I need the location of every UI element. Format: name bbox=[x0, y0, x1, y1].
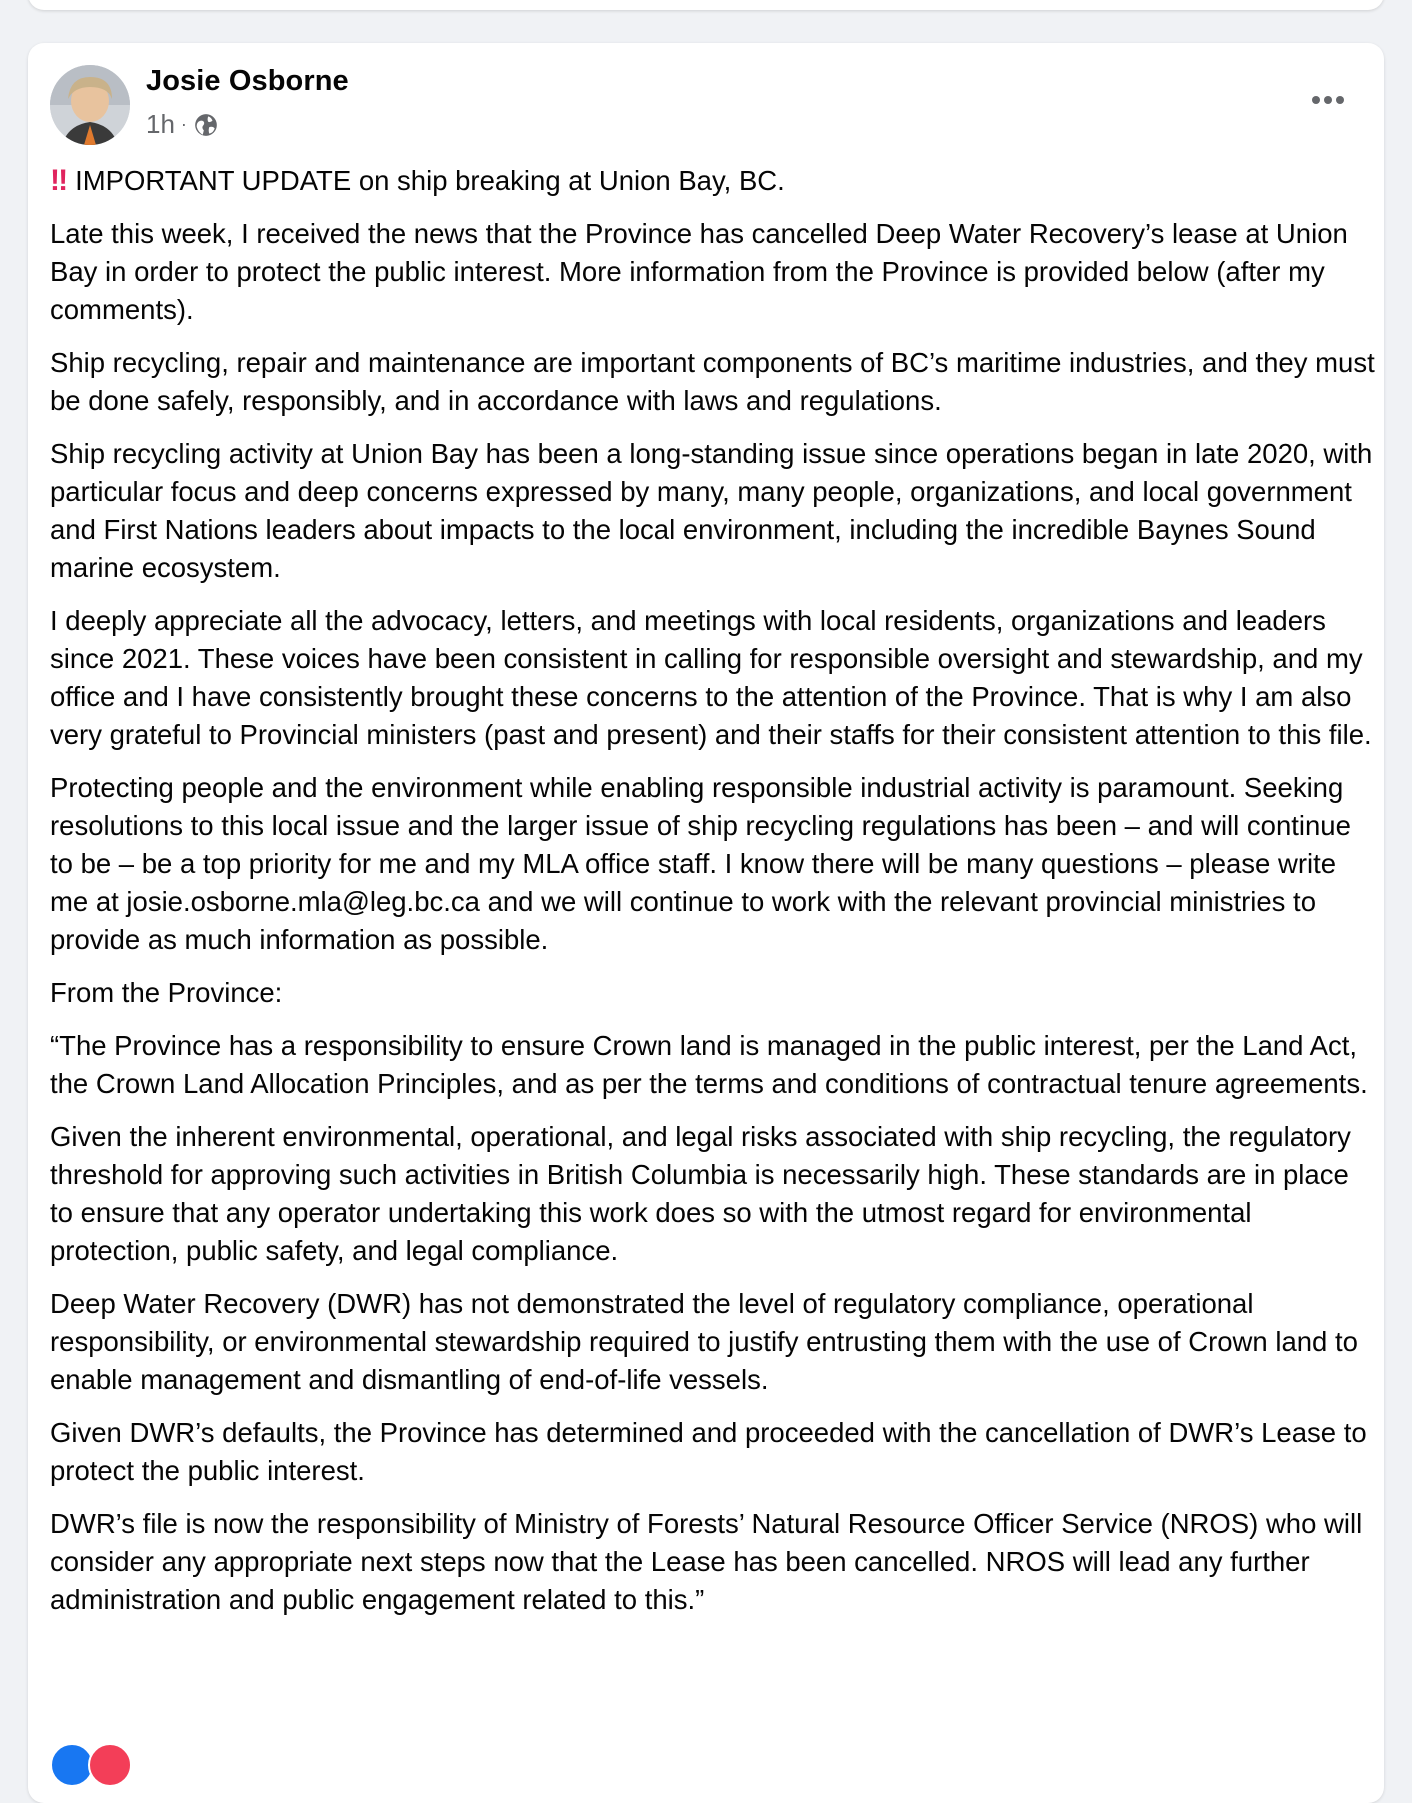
meta-separator: · bbox=[180, 114, 187, 134]
headline-text: IMPORTANT UPDATE on ship breaking at Union Bay, BC. bbox=[75, 165, 785, 196]
post-paragraph: DWR’s file is now the responsibility of Ministry of Forests’ Natural Resource Officer Service (NROS) who will consider any appropriate next steps now that the Lease has been cancelled. NROS will lead any further administration and public engagement related to this.” bbox=[50, 1508, 1363, 1615]
post-paragraph: Ship recycling, repair and maintenance are important components of BC’s maritime industries, and they must be done safely, responsibly, and in accordance with laws and regulations. bbox=[50, 347, 1375, 416]
double-exclamation-icon: ‼ bbox=[50, 164, 66, 197]
post-paragraph: Protecting people and the environment while enabling responsible industrial activity is paramount. Seeking resolutions to this local issue and the larger issue of ship recycling regulations has been – and will continue to be – be a top priority for me and my MLA office staff. I know there will be many questions – please write me at josie.osborne.mla@leg.bc.ca and we will continue to work with the relevant provincial ministries to provide as much information as possible. bbox=[50, 772, 1351, 955]
author-name[interactable]: Josie Osborne bbox=[146, 65, 349, 97]
post-paragraph: From the Province: bbox=[50, 977, 283, 1008]
more-horizontal-icon bbox=[1311, 95, 1345, 105]
post-paragraph: Given DWR’s defaults, the Province has determined and proceeded with the cancellation of DWR’s Lease to protect the public interest. bbox=[50, 1417, 1367, 1486]
globe-icon[interactable] bbox=[193, 112, 219, 138]
post-card bbox=[28, 43, 1384, 1803]
post-headline bbox=[50, 162, 1376, 200]
post-timestamp[interactable]: 1h bbox=[146, 109, 175, 139]
post-paragraph: Late this week, I received the news that the Province has cancelled Deep Water Recovery’s lease at Union Bay in order to protect the public interest. More information from the Province is provided below (after my comments). bbox=[50, 218, 1348, 325]
post-paragraph: Deep Water Recovery (DWR) has not demonstrated the level of regulatory compliance, operational responsibility, or environmental stewardship required to justify entrusting them with the use of Crown land to enable management and dismantling of end-of-life vessels. bbox=[50, 1288, 1358, 1395]
post-paragraph: Given the inherent environmental, operational, and legal risks associated with ship recycling, the regulatory threshold for approving such activities in British Columbia is necessarily high. These standards are in place to ensure that any operator undertaking this work does so with the utmost regard for environmental protection, public safety, and legal compliance. bbox=[50, 1121, 1351, 1266]
more-options-button[interactable] bbox=[1302, 83, 1354, 117]
post-paragraph: I deeply appreciate all the advocacy, letters, and meetings with local residents, organizations and leaders since 2021. These voices have been consistent in calling for responsible oversight and stewardship, and my office and I have consistently brought these concerns to the attention of the Province. That is why I am also very grateful to Provincial ministers (past and present) and their staffs for their consistent attention to this file. bbox=[50, 605, 1372, 750]
post-text bbox=[50, 162, 1376, 1634]
post-paragraph: “The Province has a responsibility to ensure Crown land is managed in the public interest, per the Land Act, the Crown Land Allocation Principles, and as per the terms and conditions of contractual tenure agreements. bbox=[50, 1030, 1368, 1099]
avatar-photo bbox=[50, 65, 130, 145]
previous-post-card-edge bbox=[28, 0, 1384, 10]
avatar[interactable] bbox=[50, 65, 130, 145]
post-meta bbox=[146, 109, 219, 140]
post-paragraph: Ship recycling activity at Union Bay has been a long-standing issue since operations began in late 2020, with particular focus and deep concerns expressed by many, many people, organizations, and local government and First Nations leaders about impacts to the local environment, including the incredible Baynes Sound marine ecosystem. bbox=[50, 438, 1373, 583]
